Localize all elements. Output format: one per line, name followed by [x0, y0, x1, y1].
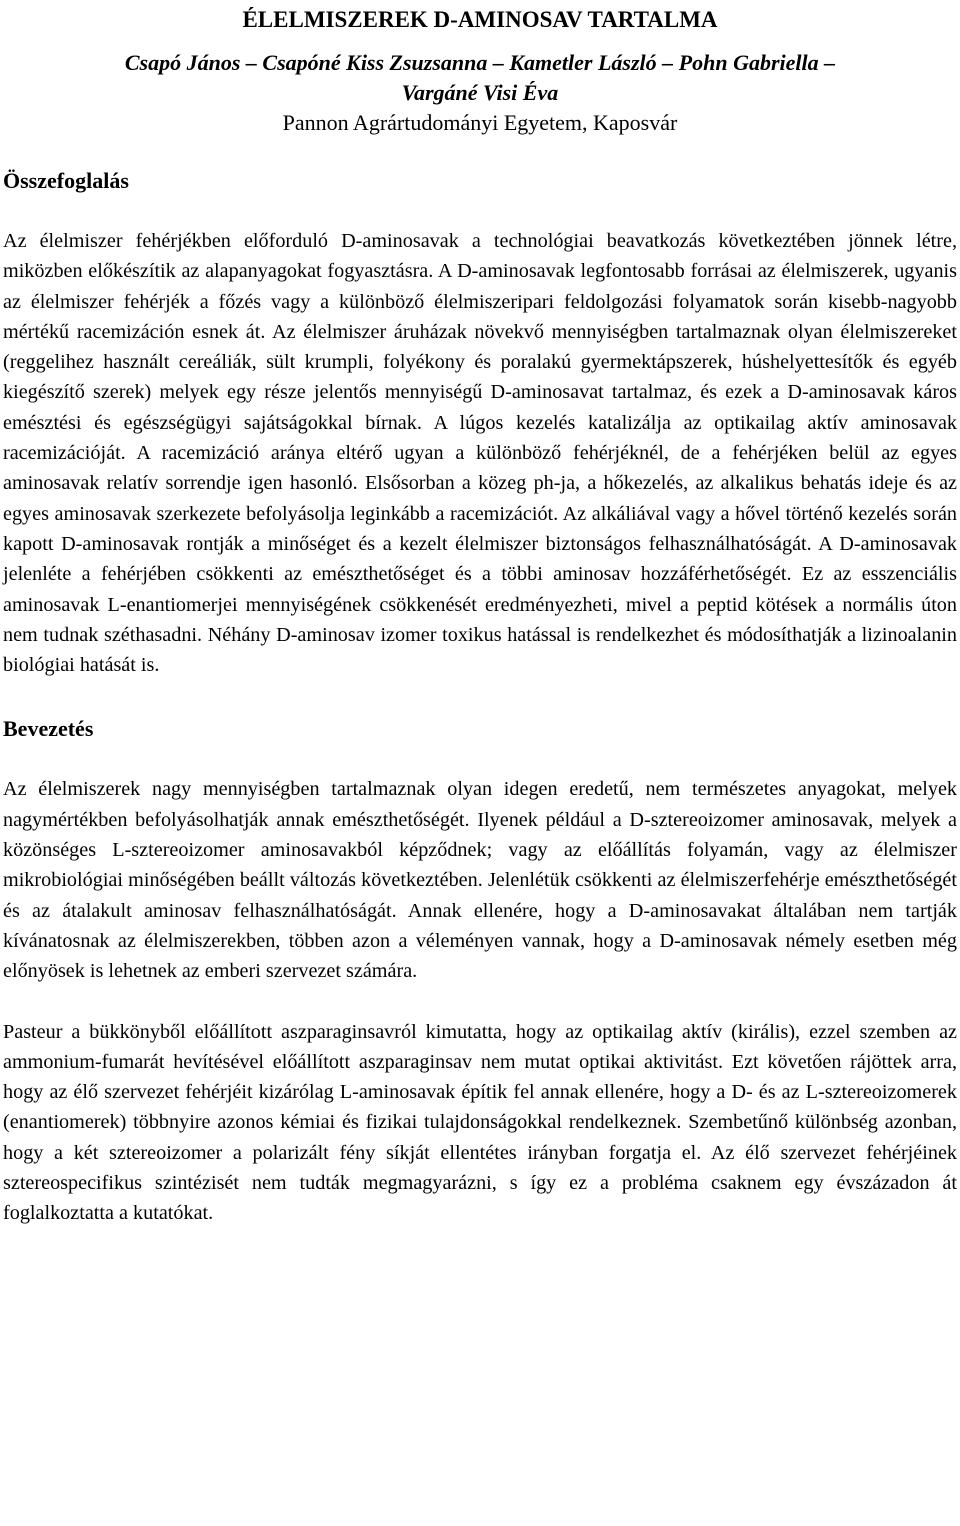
introduction-heading: Bevezetés [3, 716, 94, 742]
introduction-paragraph-1: Az élelmiszerek nagy mennyiségben tartalmaznak olyan idegen eredetű, nem természetes anyagokat, melyek nagymértékben befolyásolhatják annak emészthetőségét. Ilyenek például a D-sztereoizomer aminosavak, melyek a közönséges L-sztereoizomer aminosavakból képződnek; vagy az előállítás folyamán, vagy az élelmiszer mikrobiológiai minőségében beállt változás következtében. Jelenlétük csökkenti az élelmiszerfehérje emészthetőségét és az átalakult aminosav felhasználhatóságát. Annak ellenére, hogy a D-aminosavakat általában nem tartják kívánatosnak az élelmiszerekben, többen azon a véleményen vannak, hogy a D-aminosavak némely esetben még előnyösek is lehetnek az emberi szervezet számára. [3, 778, 957, 983]
summary-heading: Összefoglalás [3, 168, 129, 193]
author-list [3, 48, 957, 108]
introduction-paragraph-2: Pasteur a bükkönyből előállított aszparaginsavról kimutatta, hogy az optikailag aktív (királis), ezzel szemben az ammonium-fumarát hevítésével előállított aszparaginsav nem mutat optikai aktivitást. Ezt követően rájöttek arra, hogy az élő szervezet fehérjéit kizárólag L-aminosavak építik fel annak ellenére, hogy a D- és az L-sztereoizomerek (enantiomerek) többnyire azonos kémiai és fizikai tulajdonságokkal rendelkeznek. Szembetűnő különbség azonban, hogy a két sztereoizomer a polarizált fény síkját ellentétes irányban forgatja el. Az élő szervezet fehérjéinek sztereospecifikus szintézisét nem tudták megmagyarázni, s így ez a probléma csaknem egy évszázadon át foglalkoztatta a kutatókat. [3, 1020, 957, 1225]
authors-line-2: Vargáné Visi Éva [401, 80, 559, 105]
summary-paragraph: Az élelmiszer fehérjékben előforduló D-aminosavak a technológiai beavatkozás következtében jönnek létre, miközben előkészítik az alapanyagokat fogyasztásra. A D-aminosavak legfontosabb forrásai az élelmiszerek, ugyanis az élelmiszer fehérjék a főzés vagy a különböző élelmiszeripari feldolgozási folyamatok során kisebb-nagyobb mértékű racemizáción esnek át. Az élelmiszer áruházak növekvő mennyiségben tartalmaznak olyan élelmiszereket (reggelihez használt cereáliák, sült krumpli, folyékony és poralakú gyermektápszerek, húshelyettesítők és egyéb kiegészítő szerek) melyek egy része jelentős mennyiségű D-aminosavat tartalmaz, és ezek a D-aminosavak káros emésztési és egészségügyi sajátságokkal bírnak. A lúgos kezelés katalizálja az optikailag aktív aminosavak racemizációját. A racemizáció aránya eltérő ugyan a különböző fehérjéknél, de a fehérjéken belül az egyes aminosavak relatív sorrendje igen hasonló. Elsősorban a közeg ph-ja, a hőkezelés, az alkalikus behatás ideje és az egyes aminosavak szerkezete befolyásolja leginkább a racemizációt. Az alkáliával vagy a hővel történő kezelés során kapott D-aminosavak rontják a minőséget és a kezelt élelmiszer biztonságos felhasználhatóságát. A D-aminosavak jelenléte a fehérjében csökkenti az emészthetőséget és a többi aminosav hozzáférhetőségét. Ez az esszenciális aminosavak L-enantiomerjei mennyiségének csökkenését eredményezheti, mivel a peptid kötések a normális úton nem tudnak széthasadni. Néhány D-aminosav izomer toxikus hatással is rendelkezhet és módosíthatják a lizinoalanin biológiai hatását is. [3, 230, 957, 677]
authors-line-1: Csapó János – Csapóné Kiss Zsuzsanna – Kametler László – Pohn Gabriella – [124, 50, 836, 75]
document-title: ÉLELMISZEREK D-AMINOSAV TARTALMA [242, 7, 718, 32]
introduction-section [3, 714, 957, 1228]
affiliation: Pannon Agrártudományi Egyetem, Kaposvár [282, 110, 678, 135]
summary-section [3, 166, 957, 680]
